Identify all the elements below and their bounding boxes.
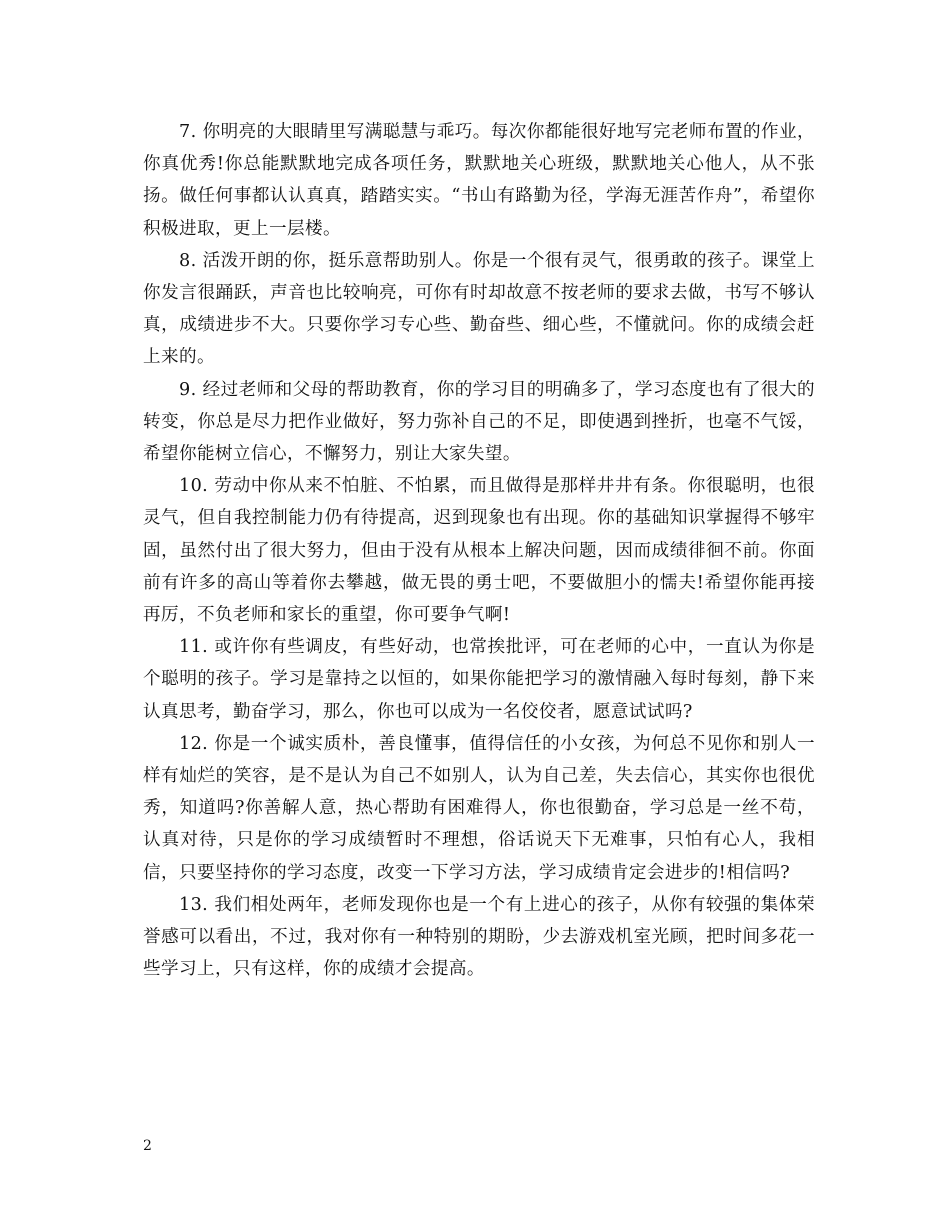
document-body bbox=[143, 116, 815, 985]
page-number: 2 bbox=[143, 1138, 152, 1154]
comment-paragraph-9: 9. 经过老师和父母的帮助教育，你的学习目的明确多了，学习态度也有了很大的转变，你总是尽力把作业做好，努力弥补自己的不足，即使遇到挫折，也毫不气馁，希望你能树立信心，不懈努力，别让大家失望。 bbox=[143, 379, 815, 465]
comment-paragraph-10: 10. 劳动中你从来不怕脏、不怕累，而且做得是那样井井有条。你很聪明，也很灵气，但自我控制能力仍有待提高，迟到现象也有出现。你的基础知识掌握得不够牢固，虽然付出了很大努力，但由于没有从根本上解决问题，因而成绩徘徊不前。你面前有许多的高山等着你去攀越，做无畏的勇士吧，不要做胆小的懦夫!希望你能再接再厉，不负老师和家长的重望，你可要争气啊! bbox=[143, 476, 815, 626]
comment-paragraph-8: 8. 活泼开朗的你，挺乐意帮助别人。你是一个很有灵气，很勇敢的孩子。课堂上你发言很踊跃，声音也比较响亮，可你有时却故意不按老师的要求去做，书写不够认真，成绩进步不大。只要你学习专心些、勤奋些、细心些，不懂就问。你的成绩会赶上来的。 bbox=[143, 250, 815, 368]
comment-paragraph-12: 12. 你是一个诚实质朴，善良懂事，值得信任的小女孩，为何总不见你和别人一样有灿烂的笑容，是不是认为自己不如别人，认为自己差，失去信心，其实你也很优秀，知道吗?你善解人意，热心帮助有困难得人，你也很勤奋，学习总是一丝不苟，认真对待，只是你的学习成绩暂时不理想，俗话说天下无难事，只怕有心人，我相信，只要坚持你的学习态度，改变一下学习方法，学习成绩肯定会进步的!相信吗? bbox=[143, 733, 815, 883]
comment-paragraph-11: 11. 或许你有些调皮，有些好动，也常挨批评，可在老师的心中，一直认为你是个聪明的孩子。学习是靠持之以恒的，如果你能把学习的激情融入每时每刻，静下来认真思考，勤奋学习，那么，你也可以成为一名佼佼者，愿意试试吗? bbox=[143, 637, 815, 722]
comment-paragraph-13: 13. 我们相处两年，老师发现你也是一个有上进心的孩子，从你有较强的集体荣誉感可以看出，不过，我对你有一种特别的期盼，少去游戏机室光顾，把时间多花一些学习上，只有这样，你的成绩才会提高。 bbox=[143, 894, 815, 980]
comment-paragraph-7: 7. 你明亮的大眼睛里写满聪慧与乖巧。每次你都能很好地写完老师布置的作业，你真优秀!你总能默默地完成各项任务，默默地关心班级，默默地关心他人，从不张扬。做任何事都认认真真，踏踏实实。“书山有路勤为径，学海无涯苦作舟”，希望你积极进取，更上一层楼。 bbox=[143, 122, 815, 239]
